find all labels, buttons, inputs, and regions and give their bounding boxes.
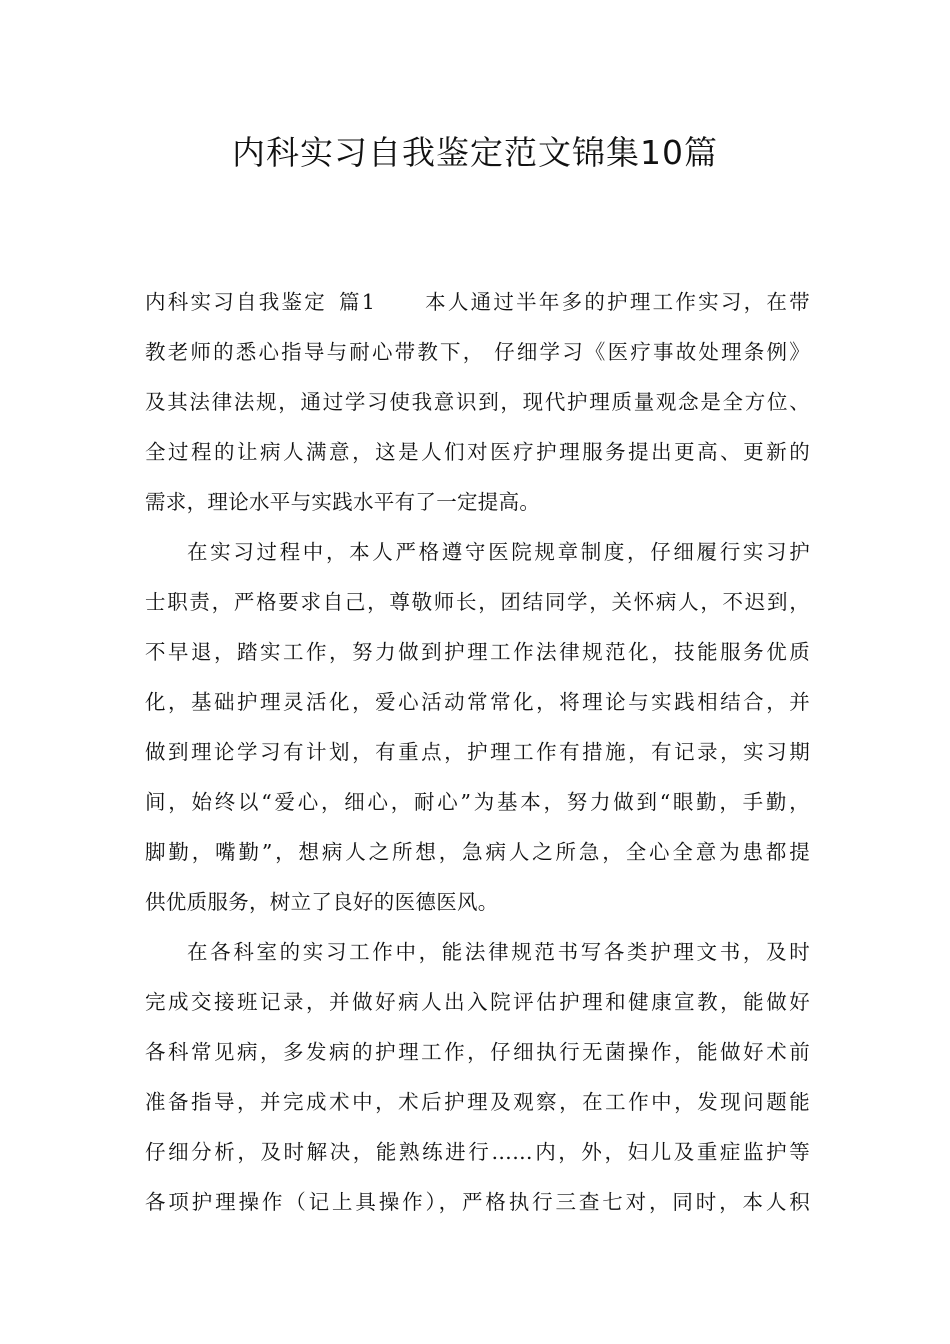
paragraph-3 [145, 934, 810, 1234]
paragraph-line: 仔细分析，及时解决，能熟练进行……内，外，妇儿及重症监护等 [145, 1140, 810, 1164]
paragraph-line: 各科常见病，多发病的护理工作，仔细执行无菌操作，能做好术前 [145, 1040, 810, 1064]
paragraph-line: 做到理论学习有计划，有重点，护理工作有措施，有记录，实习期 [145, 740, 810, 764]
paragraph-line: 全过程的让病人满意，这是人们对医疗护理服务提出更高、更新的 [145, 440, 810, 464]
paragraph-line: 供优质服务，树立了良好的医德医风。 [145, 890, 499, 914]
section-number: 篇1 [337, 290, 376, 314]
paragraph-1 [145, 284, 810, 534]
paragraph-text: 本人通过半年多的护理工作实习，在带 [423, 290, 810, 314]
document-body [145, 284, 810, 1234]
paragraph-line: 不早退，踏实工作，努力做到护理工作法律规范化，技能服务优质 [145, 640, 810, 664]
paragraph-line: 各项护理操作（记上具操作），严格执行三查七对，同时，本人积 [145, 1190, 810, 1214]
paragraph-line: 完成交接班记录，并做好病人出入院评估护理和健康宣教，能做好 [145, 990, 810, 1014]
document-title: 内科实习自我鉴定范文锦集10篇 [232, 133, 718, 172]
section-heading: 内科实习自我鉴定 [145, 290, 328, 314]
paragraph-line [145, 284, 810, 334]
paragraph-line: 间，始终以“爱心，细心，耐心”为基本，努力做到“眼勤，手勤， [145, 790, 810, 814]
paragraph-line: 化，基础护理灵活化，爱心活动常常化，将理论与实践相结合，并 [145, 690, 810, 714]
paragraph-line: 及其法律法规，通过学习使我意识到，现代护理质量观念是全方位、 [145, 390, 810, 414]
paragraph-line: 教老师的悉心指导与耐心带教下， 仔细学习《医疗事故处理条例》 [145, 340, 810, 364]
paragraph-line: 准备指导，并完成术中，术后护理及观察，在工作中，发现问题能 [145, 1090, 810, 1114]
paragraph-line: 士职责，严格要求自己，尊敬师长，团结同学，关怀病人，不迟到， [145, 590, 810, 614]
paragraph-line: 脚勤，嘴勤”，想病人之所想，急病人之所急，全心全意为患都提 [145, 840, 810, 864]
paragraph-2 [145, 534, 810, 934]
paragraph-line: 在实习过程中，本人严格遵守医院规章制度，仔细履行实习护 [187, 540, 810, 564]
paragraph-line: 需求，理论水平与实践水平有了一定提高。 [145, 490, 541, 514]
paragraph-line: 在各科室的实习工作中，能法律规范书写各类护理文书，及时 [187, 940, 810, 964]
